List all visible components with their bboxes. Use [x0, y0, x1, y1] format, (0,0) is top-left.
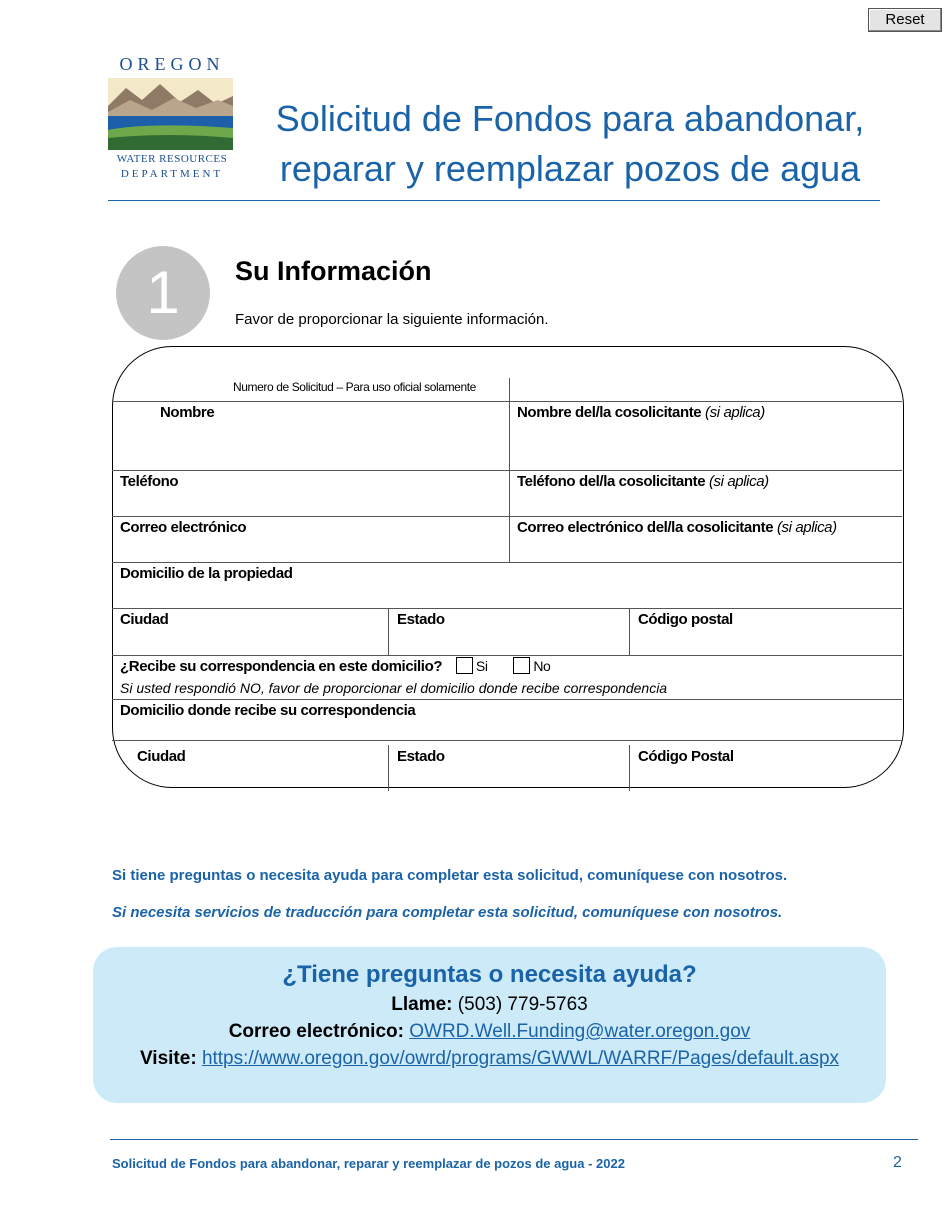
no-checkbox[interactable]	[513, 657, 530, 674]
help-visit-line: Visite: https://www.oregon.gov/owrd/programs/GWWL/WARRF/Pages/default.aspx	[139, 1048, 840, 1069]
city-field[interactable]	[116, 630, 384, 652]
help-box	[93, 947, 886, 1103]
email-link[interactable]: OWRD.Well.Funding@water.oregon.gov	[409, 1021, 751, 1042]
name-field[interactable]	[116, 424, 504, 468]
section-subtitle: Favor de proporcionar la siguiente información.	[235, 311, 549, 328]
yes-checkbox[interactable]	[456, 657, 473, 674]
application-number-field[interactable]	[514, 378, 884, 400]
logo-line2: DEPARTMENT	[120, 168, 224, 180]
footer-text: Solicitud de Fondos para abandonar, reparar y reemplazar de pozos de agua - 2022	[112, 1156, 625, 1171]
form-row-line	[112, 562, 902, 563]
mail-note: Si usted respondió NO, favor de proporcionar el domicilio donde recibe correspondencia	[120, 680, 668, 696]
landscape-logo-image	[108, 78, 233, 150]
official-use-label: Numero de Solicitud – Para uso oficial solamente	[233, 380, 476, 394]
mail-state-field[interactable]	[393, 766, 625, 786]
translation-note: Si necesita servicios de traducción para completar esta solicitud, comuníquese con nosotros.	[112, 904, 783, 921]
form-row-line	[112, 699, 902, 700]
oregon-wrd-logo	[108, 54, 236, 180]
logo-state-name: OREGON	[119, 54, 225, 74]
coapp-name-label: Nombre del/la cosolicitante (si aplica)	[517, 404, 765, 421]
mail-zip-field[interactable]	[634, 766, 874, 786]
footer-divider	[110, 1139, 918, 1140]
help-phone-line: Llame: (503) 779-5763	[391, 994, 588, 1015]
property-address-field[interactable]	[116, 584, 898, 606]
phone-field[interactable]	[116, 492, 504, 514]
mail-address-label: Domicilio donde recibe su correspondencia	[120, 702, 416, 719]
mail-address-field[interactable]	[116, 720, 898, 739]
form-col-line	[388, 608, 389, 655]
coapp-email-field[interactable]	[514, 538, 898, 560]
zip-field[interactable]	[634, 630, 898, 652]
coapp-email-label: Correo electrónico del/la cosolicitante (si aplica)	[517, 519, 837, 536]
form-row-line	[112, 740, 902, 741]
form-col-line	[629, 608, 630, 655]
coapp-phone-field[interactable]	[514, 492, 898, 514]
mail-question: ¿Recibe su correspondencia en este domicilio? Si No	[120, 658, 551, 675]
state-field[interactable]	[393, 630, 625, 652]
page-number: 2	[893, 1154, 902, 1171]
city-label: Ciudad	[120, 611, 169, 628]
form-row-line	[112, 401, 902, 402]
form-row-line	[112, 655, 902, 656]
page-title: Solicitud de Fondos para abandonar, reparar y reemplazar pozos de agua	[275, 98, 865, 189]
email-field[interactable]	[116, 538, 504, 560]
logo-line1: WATER RESOURCES	[116, 153, 228, 165]
mail-state-label: Estado	[397, 748, 445, 765]
coapp-name-field[interactable]	[514, 424, 898, 468]
step-number-badge: 1	[116, 246, 210, 340]
help-title: ¿Tiene preguntas o necesita ayuda?	[282, 961, 697, 988]
mail-city-field[interactable]	[150, 766, 384, 786]
mail-city-label: Ciudad	[137, 748, 186, 765]
form-col-line	[388, 745, 389, 791]
state-label: Estado	[397, 611, 445, 628]
section-title: Su Información	[235, 256, 432, 286]
help-email-line: Correo electrónico: OWRD.Well.Funding@water.oregon.gov	[228, 1021, 751, 1042]
zip-label: Código postal	[638, 611, 733, 628]
phone-label: Teléfono	[120, 473, 179, 490]
title-divider	[108, 200, 880, 201]
website-link[interactable]: https://www.oregon.gov/owrd/programs/GWWL/WARRF/Pages/default.aspx	[201, 1048, 840, 1069]
form-col-line	[629, 745, 630, 791]
coapp-phone-label: Teléfono del/la cosolicitante (si aplica)	[517, 473, 769, 490]
help-note: Si tiene preguntas o necesita ayuda para completar esta solicitud, comuníquese con nosotros.	[112, 867, 788, 884]
form-row-line	[112, 470, 902, 471]
mail-zip-label: Código Postal	[638, 748, 734, 765]
reset-button[interactable]: Reset	[868, 8, 942, 32]
official-divider	[509, 378, 510, 402]
email-label: Correo electrónico	[120, 519, 247, 536]
name-label: Nombre	[160, 404, 215, 421]
form-row-line	[112, 516, 902, 517]
form-row-line	[112, 608, 902, 609]
form-col-line	[509, 401, 510, 563]
property-address-label: Domicilio de la propiedad	[120, 565, 293, 582]
